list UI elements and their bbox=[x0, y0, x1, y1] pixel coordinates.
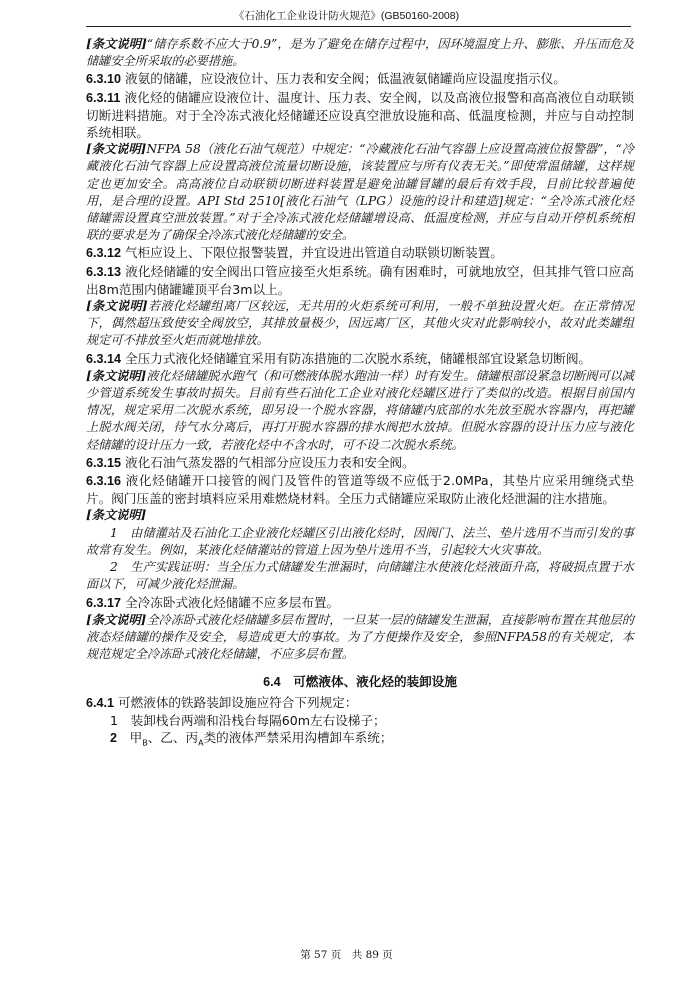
explanation-paragraph bbox=[86, 368, 634, 454]
explanation-heading bbox=[86, 507, 634, 524]
clause-6-3-15 bbox=[86, 454, 634, 472]
clause-text: 液化石油气蒸发器的气相部分应设压力表和安全阀。 bbox=[125, 454, 415, 470]
clause-6-3-17 bbox=[86, 594, 634, 612]
clause-6-3-13 bbox=[86, 263, 634, 298]
explanation-tag: [条文说明] bbox=[86, 299, 148, 314]
item-subscript-a: A bbox=[198, 738, 204, 748]
item-number: 2 bbox=[110, 730, 118, 745]
clause-text: 可燃液体的铁路装卸设施应符合下列规定： bbox=[118, 694, 358, 710]
explanation-tag: [条文说明] bbox=[86, 37, 147, 51]
item-text-pre: 甲 bbox=[129, 729, 143, 745]
explanation-item-2: 2 生产实践证明：当全压力式储罐发生泄漏时，向储罐注水使液化烃液面升高，将破损点置于水面以下，可减少液化烃泄漏。 bbox=[86, 560, 634, 592]
clause-number: 6.4.1 bbox=[86, 695, 115, 710]
page-footer: 第 57 页 共 89 页 bbox=[300, 949, 393, 961]
clause-6-3-16 bbox=[86, 472, 634, 507]
page-content bbox=[86, 36, 634, 752]
explanation-tag: [条文说明] bbox=[86, 612, 147, 627]
clause-text: 液化烃的储罐应设液位计、温度计、压力表、安全阀，以及高液位报警和高高液位自动联锁切断进料措施。对于全冷冻式液化烃储罐还应设真空泄放设施和高、低温度检测，并应与自动控制系统相联。 bbox=[86, 89, 634, 141]
section-number: 6.4 bbox=[263, 675, 281, 690]
clause-number: 6.3.12 bbox=[86, 246, 122, 261]
clause-6-3-14 bbox=[86, 350, 634, 368]
clause-number: 6.3.17 bbox=[86, 595, 122, 610]
list-item-2 bbox=[86, 729, 634, 752]
item-number: 1 bbox=[110, 712, 119, 728]
clause-6-3-12 bbox=[86, 244, 634, 262]
item-text-mid: 、乙、丙 bbox=[147, 729, 199, 745]
explanation-paragraph bbox=[86, 612, 634, 664]
header-rule bbox=[86, 26, 631, 27]
clause-6-3-11 bbox=[86, 89, 634, 142]
clause-text: 全冷冻卧式液化烃储罐不应多层布置。 bbox=[125, 594, 340, 610]
clause-number: 6.3.16 bbox=[86, 474, 122, 489]
clause-number: 6.3.10 bbox=[86, 72, 122, 87]
explanation-paragraph bbox=[86, 298, 634, 350]
clause-text: 全压力式液化烃储罐宜采用有防冻措施的二次脱水系统，储罐根部宜设紧急切断阀。 bbox=[125, 350, 591, 366]
explanation-text: “储存系数不应大于0.9”，是为了避免在储存过程中，因环境温度上升、膨胀、升压而危及储罐安全所采取的必要措施。 bbox=[86, 37, 634, 69]
explanation-text: 液化烃储罐脱水跑气（和可燃液体脱水跑油一样）时有发生。储罐根部设紧急切断阀可以减少管道系统发生事故时损失。目前有些石油化工企业对液化烃罐区进行了类似的改造。根据目前国内情况，规定采用二次脱水系统，即另设一个脱水容器，将储罐内底部的水先放至脱水容器内，再把罐上脱水阀关闭，待气水分离后，再打开脱水容器的排水阀把水放掉。但脱水容器的设计压力应与液化烃储罐的设计压力一致，若液化烃中不含水时，可不设二次脱水系统。 bbox=[86, 368, 634, 452]
section-title bbox=[86, 673, 634, 691]
explanation-tag: [条文说明] bbox=[86, 508, 147, 523]
clause-text: 液化烃储罐的安全阀出口管应接至火炬系统。确有困难时，可就地放空，但其排气管口应高出8m范围内储罐罐顶平台3m以上。 bbox=[86, 263, 634, 297]
clause-number: 6.3.13 bbox=[86, 264, 122, 279]
item-text: 装卸栈台两端和沿栈台每隔60m左右设梯子； bbox=[130, 712, 386, 728]
list-item-1 bbox=[86, 712, 634, 729]
explanation-item-1: 1 由储灌站及石油化工企业液化烃罐区引出液化烃时，因阀门、法兰、垫片选用不当而引发的事故常有发生。例如，某液化烃储灌站的管道上因为垫片选用不当，引起较大火灾事故。 bbox=[86, 525, 634, 557]
section-title-text: 可燃液体、液化烃的装卸设施 bbox=[293, 674, 457, 690]
clause-6-3-10 bbox=[86, 70, 634, 88]
explanation-text: 若液化烃罐组离厂区较远，无共用的火炬系统可利用，一般不单独设置火炬。在正常情况下，偶然超压致使安全阀放空，其排放量极少，因远离厂区，其他火灾对此影响较小，故对此类罐组规定可不排放至火炬而就地排放。 bbox=[86, 299, 634, 348]
item-subscript-b: B bbox=[142, 738, 148, 748]
clause-number: 6.3.14 bbox=[86, 351, 122, 366]
clause-number: 6.3.15 bbox=[86, 455, 122, 470]
header-code: (GB50160-2008) bbox=[380, 10, 460, 22]
clause-number: 6.3.11 bbox=[86, 90, 121, 105]
clause-6-4-1 bbox=[86, 694, 634, 712]
explanation-text: NFPA 58（液化石油气规范）中规定：“冷藏液化石油气容器上应设置高液位报警器”，“冷藏液化石油气容器上应设置高液位流量切断设施，该装置应与所有仪表无关。”即使常温储罐，这样规定也更加安全。高高液位自动联锁切断进料装置是避免油罐冒罐的最后有效手段，目前比较普遍使用，是合理的设置。API Std 2510[液化石油气（LPG）设施的设计和建造]规定：“全冷冻式液化烃储罐需设置真空泄放装置。”对于全冷冻式液化烃储罐增设高、低温度检测，并应与自动开停机系统相联的要求是为了确保全冷冻式液化烃储罐的安全。 bbox=[86, 142, 634, 243]
explanation-paragraph bbox=[86, 36, 634, 70]
explanation-tag: [条文说明] bbox=[86, 142, 147, 157]
clause-text: 气柜应设上、下限位报警装置，并宜设进出管道自动联锁切断装置。 bbox=[125, 245, 503, 261]
page-header bbox=[0, 8, 693, 23]
explanation-paragraph bbox=[86, 141, 634, 244]
explanation-text: 全冷冻卧式液化烃储罐多层布置时，一旦某一层的储罐发生泄漏，直接影响布置在其他层的液态烃储罐的操作及安全，易造成更大的事故。为了方便操作及安全，参照NFPA58的有关规定，本规范规定全冷冻卧式液化烃储罐，不应多层布置。 bbox=[86, 612, 634, 662]
item-text-post: 类的液体严禁采用沟槽卸车系统； bbox=[203, 729, 393, 745]
clause-text: 液化烃储罐开口接管的阀门及管件的管道等级不应低于2.0MPa，其垫片应采用缠绕式垫片。阀门压盖的密封填料应采用难燃烧材料。全压力式储罐应采取防止液化烃泄漏的注水措施。 bbox=[86, 473, 634, 507]
header-title: 《石油化工企业设计防火规范》 bbox=[233, 10, 381, 22]
explanation-tag: [条文说明] bbox=[86, 368, 147, 383]
clause-text: 液氨的储罐，应设液位计、压力表和安全阀；低温液氨储罐尚应设温度指示仪。 bbox=[125, 71, 566, 87]
